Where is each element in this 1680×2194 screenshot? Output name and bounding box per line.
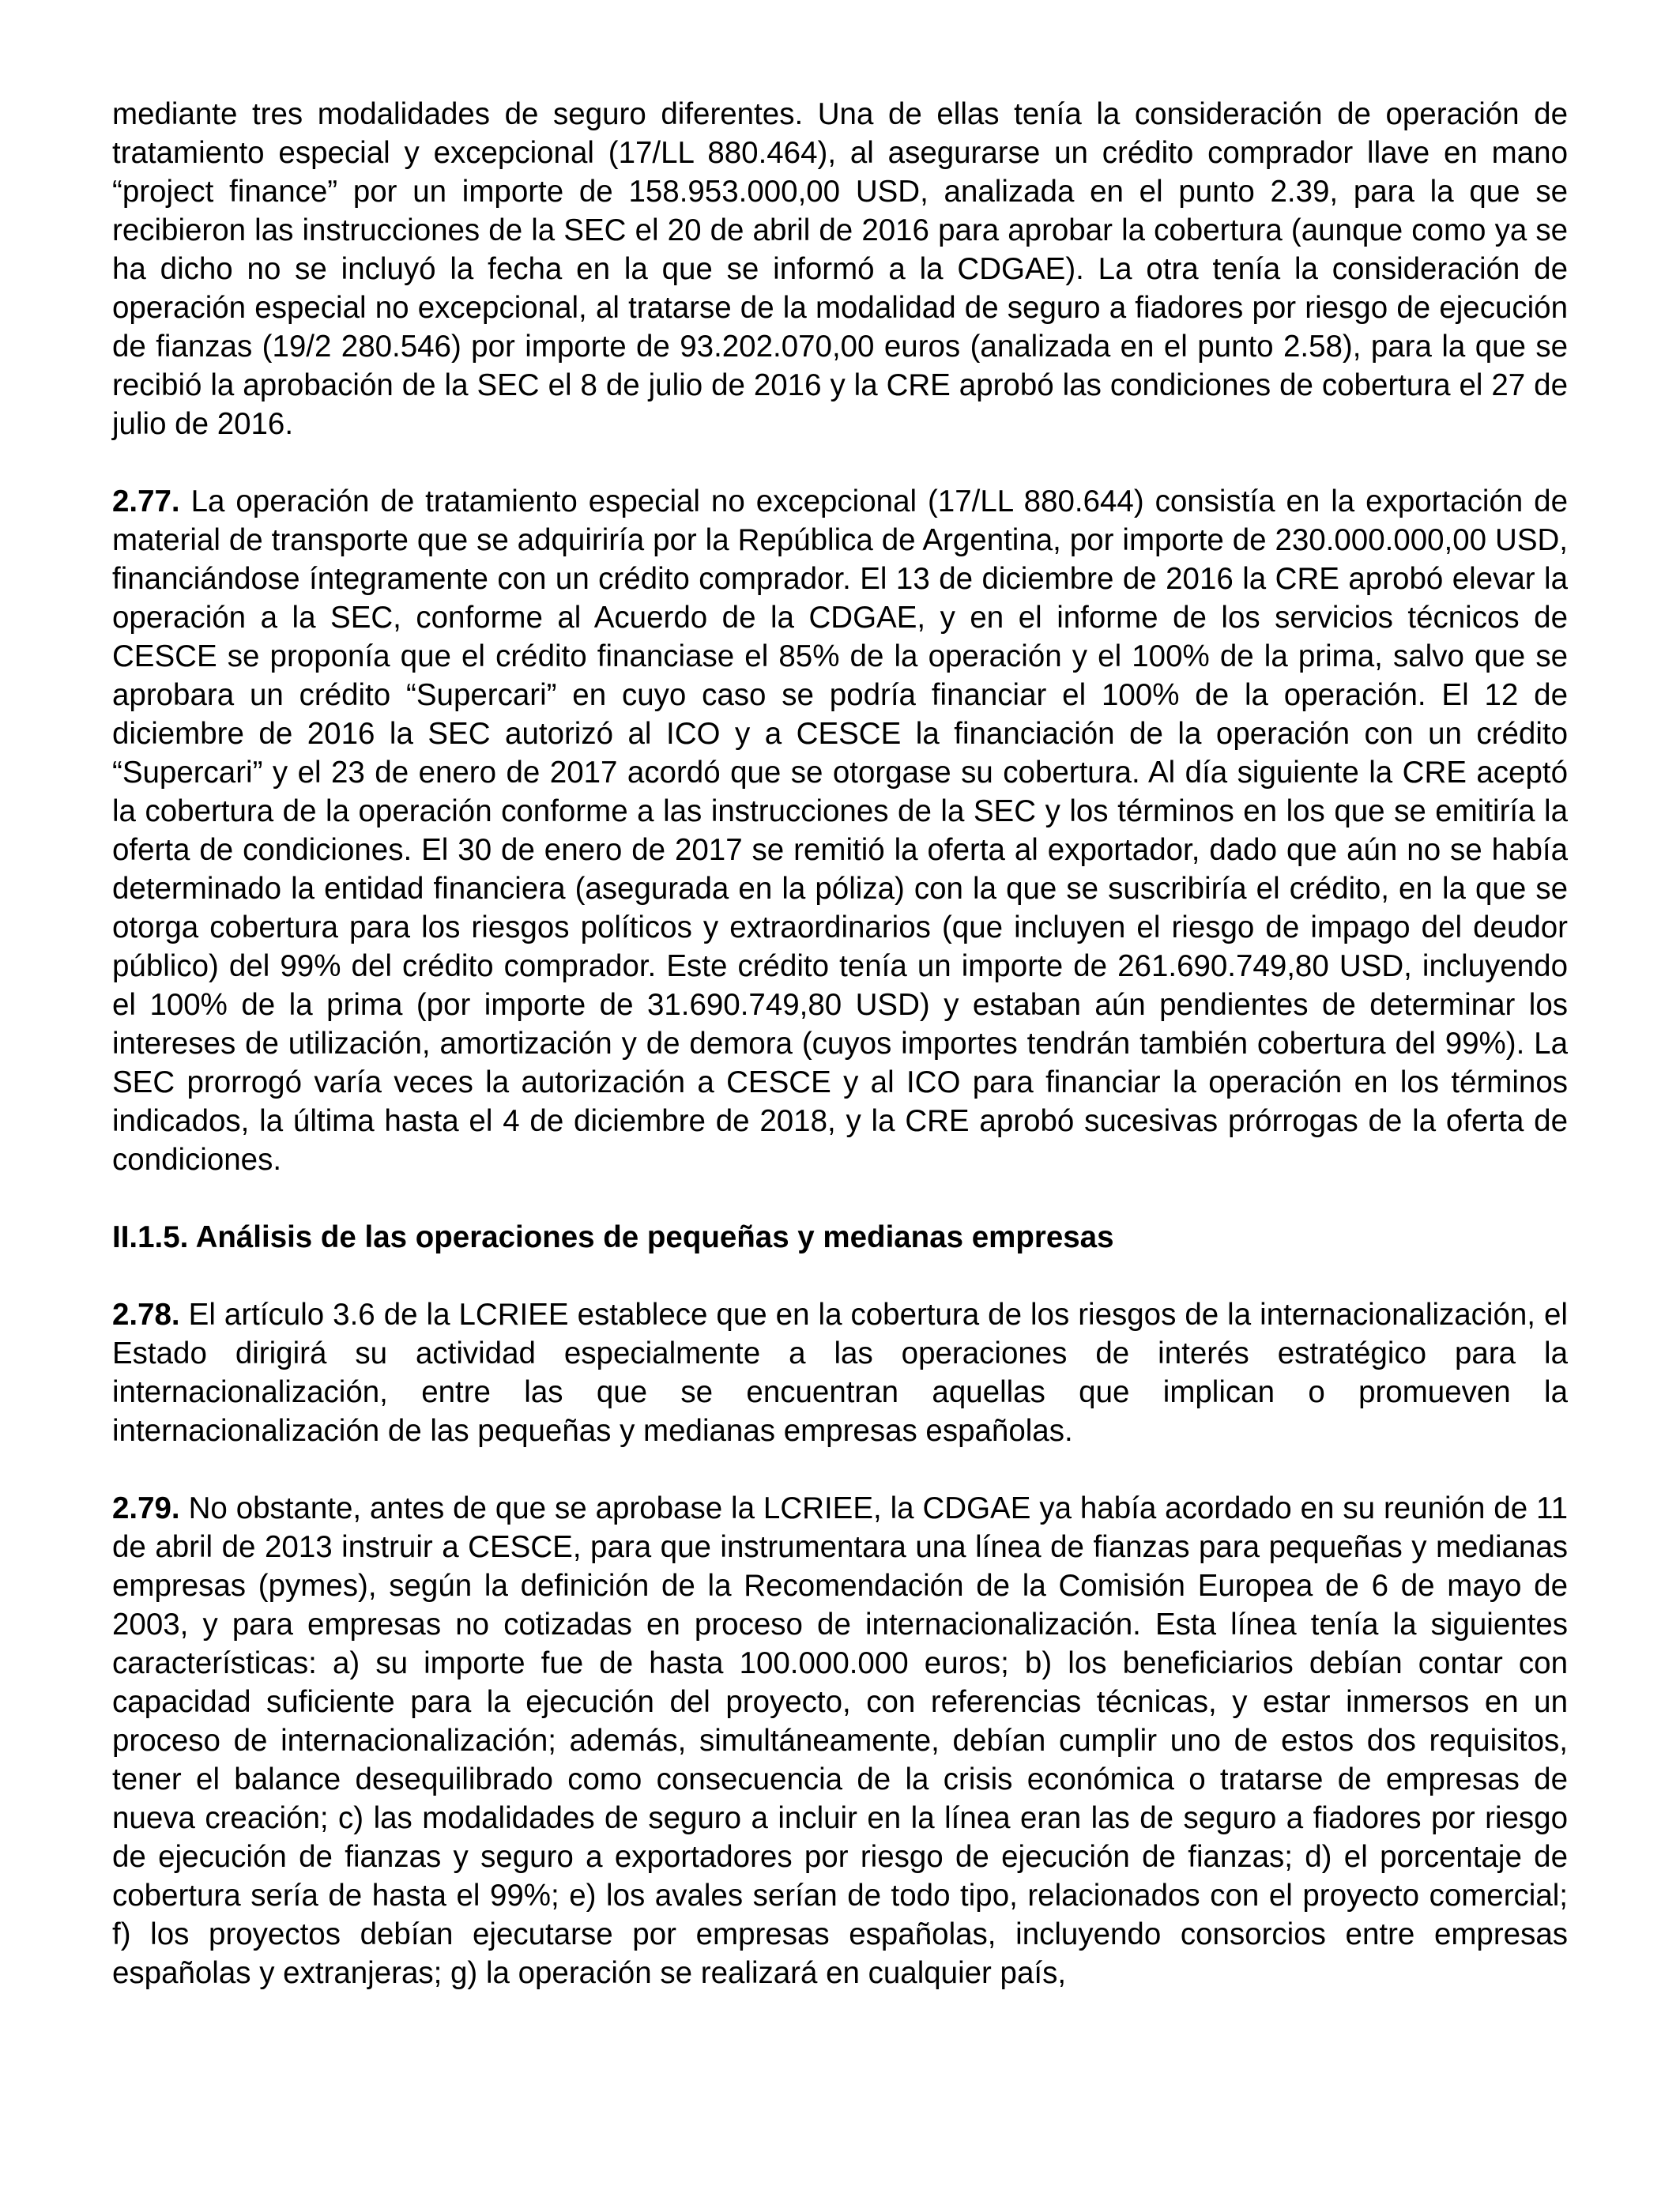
paragraph-text: mediante tres modalidades de seguro diferentes. Una de ellas tenía la consideración de operación de tratamiento especial y excepcional (17/LL 880.464), al asegurarse un crédito comprador llave en mano “project finance” por un importe de 158.953.000,00 USD, analizada en el punto 2.39, para la que se recibieron las instrucciones de la SEC el 20 de abril de 2016 para aprobar la cobertura (aunque como ya se ha dicho no se incluyó la fecha en la que se informó a la CDGAE). La otra tenía la consideración de operación especial no excepcional, al tratarse de la modalidad de seguro a fiadores por riesgo de ejecución de fianzas (19/2 280.546) por importe de 93.202.070,00 euros (analizada en el punto 2.58), para la que se recibió la aprobación de la SEC el 8 de julio de 2016 y la CRE aprobó las condiciones de cobertura el 27 de julio de 2016.	[112, 97, 1568, 441]
paragraph-text: La operación de tratamiento especial no excepcional (17/LL 880.644) consistía en la exportación de material de transporte que se adquiriría por la República de Argentina, por importe de 230.000.000,00 USD, financiándose íntegramente con un crédito comprador. El 13 de diciembre de 2016 la CRE aprobó elevar la operación a la SEC, conforme al Acuerdo de la CDGAE, y en el informe de los servicios técnicos de CESCE se proponía que el crédito financiase el 85% de la operación y el 100% de la prima, salvo que se aprobara un crédito “Supercari” en cuyo caso se podría financiar el 100% de la operación. El 12 de diciembre de 2016 la SEC autorizó al ICO y a CESCE la financiación de la operación con un crédito “Supercari” y el 23 de enero de 2017 acordó que se otorgase su cobertura. Al día siguiente la CRE aceptó la cobertura de la operación conforme a las instrucciones de la SEC y los términos en los que se emitiría la oferta de condiciones. El 30 de enero de 2017 se remitió la oferta al exportador, dado que aún no se había determinado la entidad financiera (asegurada en la póliza) con la que se suscribiría el crédito, en la que se otorga cobertura para los riesgos políticos y extraordinarios (que incluyen el riesgo de impago del deudor público) del 99% del crédito comprador. Este crédito tenía un importe de 261.690.749,80 USD, incluyendo el 100% de la prima (por importe de 31.690.749,80 USD) y estaban aún pendientes de determinar los intereses de utilización, amortización y de demora (cuyos importes tendrán también cobertura del 99%). La SEC prorrogó varía veces la autorización a CESCE y al ICO para financiar la operación en los términos indicados, la última hasta el 4 de diciembre de 2018, y la CRE aprobó sucesivas prórrogas de la oferta de condiciones.	[112, 484, 1568, 1177]
paragraph-2-78	[112, 1295, 1568, 1450]
paragraph-text: El artículo 3.6 de la LCRIEE establece que en la cobertura de los riesgos de la internacionalización, el Estado dirigirá su actividad especialmente a las operaciones de interés estratégico para la internacionalización, entre las que se encuentran aquellas que implican o promueven la internacionalización de las pequeñas y medianas empresas españolas.	[112, 1298, 1568, 1448]
paragraph-text: No obstante, antes de que se aprobase la LCRIEE, la CDGAE ya había acordado en su reunión de 11 de abril de 2013 instruir a CESCE, para que instrumentara una línea de fianzas para pequeñas y medianas empresas (pymes), según la definición de la Recomendación de la Comisión Europea de 6 de mayo de 2003, y para empresas no cotizadas en proceso de internacionalización. Esta línea tenía la siguientes características: a) su importe fue de hasta 100.000.000 euros; b) los beneficiarios debían contar con capacidad suficiente para la ejecución del proyecto, con referencias técnicas, y estar inmersos en un proceso de internacionalización; además, simultáneamente, debían cumplir uno de estos dos requisitos, tener el balance desequilibrado como consecuencia de la crisis económica o tratarse de empresas de nueva creación; c) las modalidades de seguro a incluir en la línea eran las de seguro a fiadores por riesgo de ejecución de fianzas y seguro a exportadores por riesgo de ejecución de fianzas; d) el porcentaje de cobertura sería de hasta el 99%; e) los avales serían de todo tipo, relacionados con el proyecto comercial; f) los proyectos debían ejecutarse por empresas españolas, incluyendo consorcios entre empresas españolas y extranjeras; g) la operación se realizará en cualquier país,	[112, 1491, 1568, 1990]
paragraph-continuation	[112, 95, 1568, 443]
paragraph-2-77	[112, 482, 1568, 1179]
paragraph-2-79	[112, 1489, 1568, 1992]
paragraph-spacer	[112, 443, 1568, 482]
paragraph-number: 2.79.	[112, 1491, 180, 1525]
paragraph-spacer	[112, 1450, 1568, 1489]
document-page	[112, 95, 1568, 1992]
paragraph-spacer	[112, 1257, 1568, 1295]
section-heading: II.1.5. Análisis de las operaciones de pequeñas y medianas empresas	[112, 1220, 1114, 1254]
paragraph-number: 2.77.	[112, 484, 180, 518]
paragraph-number: 2.78.	[112, 1298, 180, 1332]
paragraph-spacer	[112, 1179, 1568, 1218]
